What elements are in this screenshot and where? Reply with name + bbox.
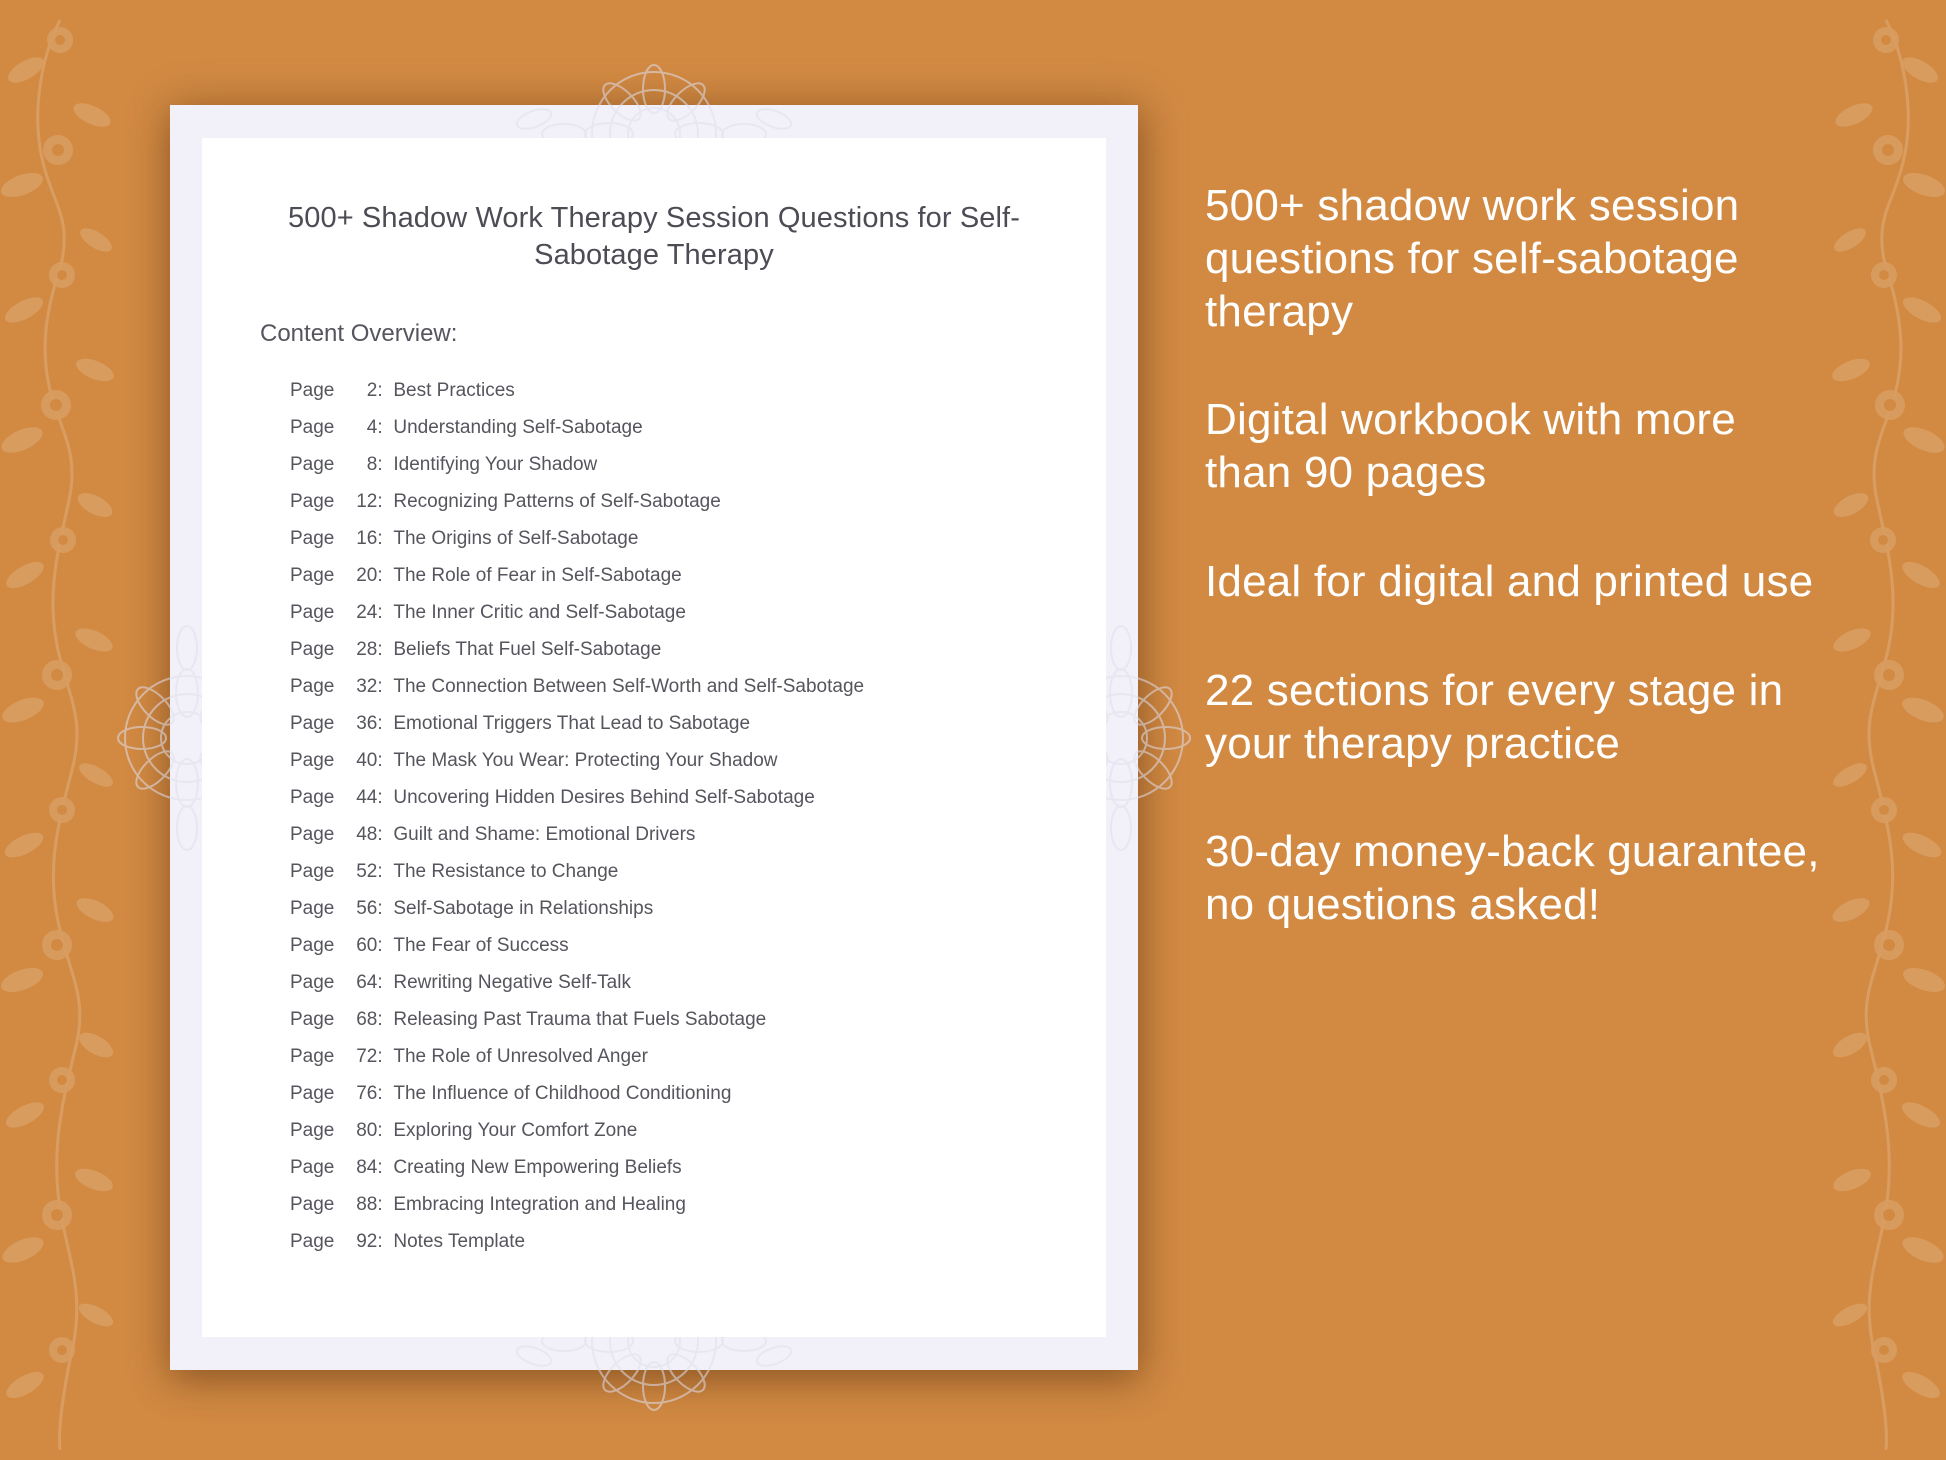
toc-entry-title: Notes Template: [393, 1230, 526, 1252]
toc-page-word: Page: [290, 638, 335, 660]
toc-entry[interactable]: [290, 816, 1106, 853]
toc-entry-title: Rewriting Negative Self-Talk: [393, 971, 631, 993]
toc-colon: :: [377, 1193, 383, 1215]
toc-entry-title: Beliefs That Fuel Self-Sabotage: [393, 638, 662, 660]
toc-entry-title: The Resistance to Change: [393, 860, 619, 882]
toc-entry[interactable]: [290, 964, 1106, 1001]
toc-colon: :: [377, 1008, 383, 1030]
toc-entry[interactable]: [290, 779, 1106, 816]
toc-page-number: 92: [356, 1230, 378, 1252]
toc-page-word: Page: [290, 749, 335, 771]
page-title: 500+ Shadow Work Therapy Session Questions for Self-Sabotage Therapy: [288, 202, 1020, 272]
toc-page-word: Page: [290, 379, 335, 401]
toc-page-number: 20: [356, 564, 378, 586]
toc-entry-title: Releasing Past Trauma that Fuels Sabotage: [393, 1008, 767, 1030]
toc-entry[interactable]: [290, 446, 1106, 483]
marketing-bullet: Ideal for digital and printed use: [1205, 556, 1814, 606]
toc-page-word: Page: [290, 416, 335, 438]
toc-entry-title: Uncovering Hidden Desires Behind Self-Sabotage: [393, 786, 815, 808]
toc-entry-title: The Role of Unresolved Anger: [393, 1045, 648, 1067]
toc-entry[interactable]: [290, 483, 1106, 520]
toc-entry[interactable]: [290, 890, 1106, 927]
content-overview-label: Content Overview:: [260, 320, 458, 348]
toc-entry-title: The Fear of Success: [393, 934, 569, 956]
toc-colon: :: [377, 601, 383, 623]
toc-page-number: 56: [356, 897, 378, 919]
toc-colon: :: [377, 638, 383, 660]
toc-colon: :: [377, 1230, 383, 1252]
toc-entry-title: Emotional Triggers That Lead to Sabotage: [393, 712, 751, 734]
toc-page-number: 12: [356, 490, 378, 512]
marketing-copy-list: [1205, 180, 1825, 932]
toc-entry-title: Creating New Empowering Beliefs: [393, 1156, 682, 1178]
toc-page-number: 72: [356, 1045, 378, 1067]
toc-page-word: Page: [290, 1230, 335, 1252]
document-content-area: [202, 138, 1106, 1337]
toc-page-number: 68: [356, 1008, 378, 1030]
toc-page-word: Page: [290, 712, 335, 734]
toc-entry[interactable]: [290, 853, 1106, 890]
toc-entry[interactable]: [290, 742, 1106, 779]
toc-entry-title: The Inner Critic and Self-Sabotage: [393, 601, 686, 623]
toc-page-number: 36: [356, 712, 378, 734]
toc-page-number: 52: [356, 860, 378, 882]
toc-page-word: Page: [290, 1082, 335, 1104]
toc-entry-title: Best Practices: [393, 379, 515, 401]
toc-entry-title: The Mask You Wear: Protecting Your Shadow: [393, 749, 778, 771]
toc-entry-title: Self-Sabotage in Relationships: [393, 897, 654, 919]
toc-page-word: Page: [290, 897, 335, 919]
toc-page-word: Page: [290, 860, 335, 882]
toc-colon: :: [377, 712, 383, 734]
toc-page-number: 44: [356, 786, 378, 808]
toc-page-word: Page: [290, 1156, 335, 1178]
toc-colon: :: [377, 1045, 383, 1067]
toc-page-number: 8: [366, 453, 378, 475]
toc-page-word: Page: [290, 564, 335, 586]
toc-page-number: 88: [356, 1193, 378, 1215]
toc-page-number: 76: [356, 1082, 378, 1104]
toc-colon: :: [377, 416, 383, 438]
floral-border-right-icon: [1826, 0, 1946, 1460]
toc-colon: :: [377, 749, 383, 771]
marketing-bullet: Digital workbook with more than 90 pages: [1205, 395, 1736, 498]
toc-page-word: Page: [290, 1119, 335, 1141]
toc-entry-title: The Role of Fear in Self-Sabotage: [393, 564, 682, 586]
toc-page-word: Page: [290, 675, 335, 697]
toc-entry-title: The Origins of Self-Sabotage: [393, 527, 639, 549]
toc-entry[interactable]: [290, 520, 1106, 557]
toc-entry[interactable]: [290, 1149, 1106, 1186]
toc-entry[interactable]: [290, 705, 1106, 742]
marketing-bullet: 500+ shadow work session questions for self-sabotage therapy: [1205, 181, 1740, 336]
toc-entry[interactable]: [290, 409, 1106, 446]
toc-page-number: 28: [356, 638, 378, 660]
toc-page-word: Page: [290, 453, 335, 475]
toc-entry[interactable]: [290, 631, 1106, 668]
toc-entry[interactable]: [290, 1112, 1106, 1149]
toc-entry-title: Recognizing Patterns of Self-Sabotage: [393, 490, 721, 512]
toc-page-word: Page: [290, 786, 335, 808]
toc-entry[interactable]: [290, 668, 1106, 705]
toc-entry[interactable]: [290, 927, 1106, 964]
toc-page-word: Page: [290, 601, 335, 623]
toc-entry-title: Exploring Your Comfort Zone: [393, 1119, 638, 1141]
toc-colon: :: [377, 490, 383, 512]
toc-page-word: Page: [290, 527, 335, 549]
toc-page-number: 84: [356, 1156, 378, 1178]
toc-entry[interactable]: [290, 1075, 1106, 1112]
toc-page-number: 4: [366, 416, 378, 438]
toc-page-number: 48: [356, 823, 378, 845]
toc-page-word: Page: [290, 971, 335, 993]
toc-page-number: 64: [356, 971, 378, 993]
toc-colon: :: [377, 379, 383, 401]
toc-page-number: 16: [356, 527, 378, 549]
toc-entry[interactable]: [290, 1186, 1106, 1223]
toc-entry-title: The Influence of Childhood Conditioning: [393, 1082, 732, 1104]
toc-entry-title: Identifying Your Shadow: [393, 453, 598, 475]
toc-colon: :: [377, 971, 383, 993]
floral-border-left-icon: [0, 0, 120, 1460]
toc-entry[interactable]: [290, 594, 1106, 631]
toc-colon: :: [377, 1156, 383, 1178]
toc-entry[interactable]: [290, 557, 1106, 594]
toc-page-number: 24: [356, 601, 378, 623]
toc-colon: :: [377, 897, 383, 919]
toc-colon: :: [377, 564, 383, 586]
toc-colon: :: [377, 453, 383, 475]
toc-colon: :: [377, 786, 383, 808]
toc-entry-title: Embracing Integration and Healing: [393, 1193, 686, 1215]
toc-page-word: Page: [290, 1193, 335, 1215]
toc-page-number: 32: [356, 675, 378, 697]
toc-page-number: 40: [356, 749, 378, 771]
table-of-contents: [290, 372, 1106, 1260]
toc-page-number: 60: [356, 934, 378, 956]
toc-colon: :: [377, 527, 383, 549]
toc-colon: :: [377, 675, 383, 697]
toc-entry[interactable]: [290, 372, 1106, 409]
toc-page-number: 2: [366, 379, 378, 401]
toc-colon: :: [377, 860, 383, 882]
toc-entry[interactable]: [290, 1038, 1106, 1075]
marketing-bullet: 30-day money-back guarantee, no questions asked!: [1205, 827, 1820, 930]
toc-entry-title: Guilt and Shame: Emotional Drivers: [393, 823, 696, 845]
toc-page-number: 80: [356, 1119, 378, 1141]
toc-colon: :: [377, 1119, 383, 1141]
toc-colon: :: [377, 934, 383, 956]
toc-page-word: Page: [290, 1008, 335, 1030]
marketing-bullet: 22 sections for every stage in your therapy practice: [1205, 665, 1784, 768]
document-page: [170, 105, 1138, 1370]
toc-entry[interactable]: [290, 1001, 1106, 1038]
toc-page-word: Page: [290, 490, 335, 512]
toc-page-word: Page: [290, 1045, 335, 1067]
toc-colon: :: [377, 1082, 383, 1104]
toc-page-word: Page: [290, 934, 335, 956]
toc-entry-title: Understanding Self-Sabotage: [393, 416, 643, 438]
toc-entry[interactable]: [290, 1223, 1106, 1260]
toc-page-word: Page: [290, 823, 335, 845]
toc-entry-title: The Connection Between Self-Worth and Self-Sabotage: [393, 675, 865, 697]
toc-colon: :: [377, 823, 383, 845]
